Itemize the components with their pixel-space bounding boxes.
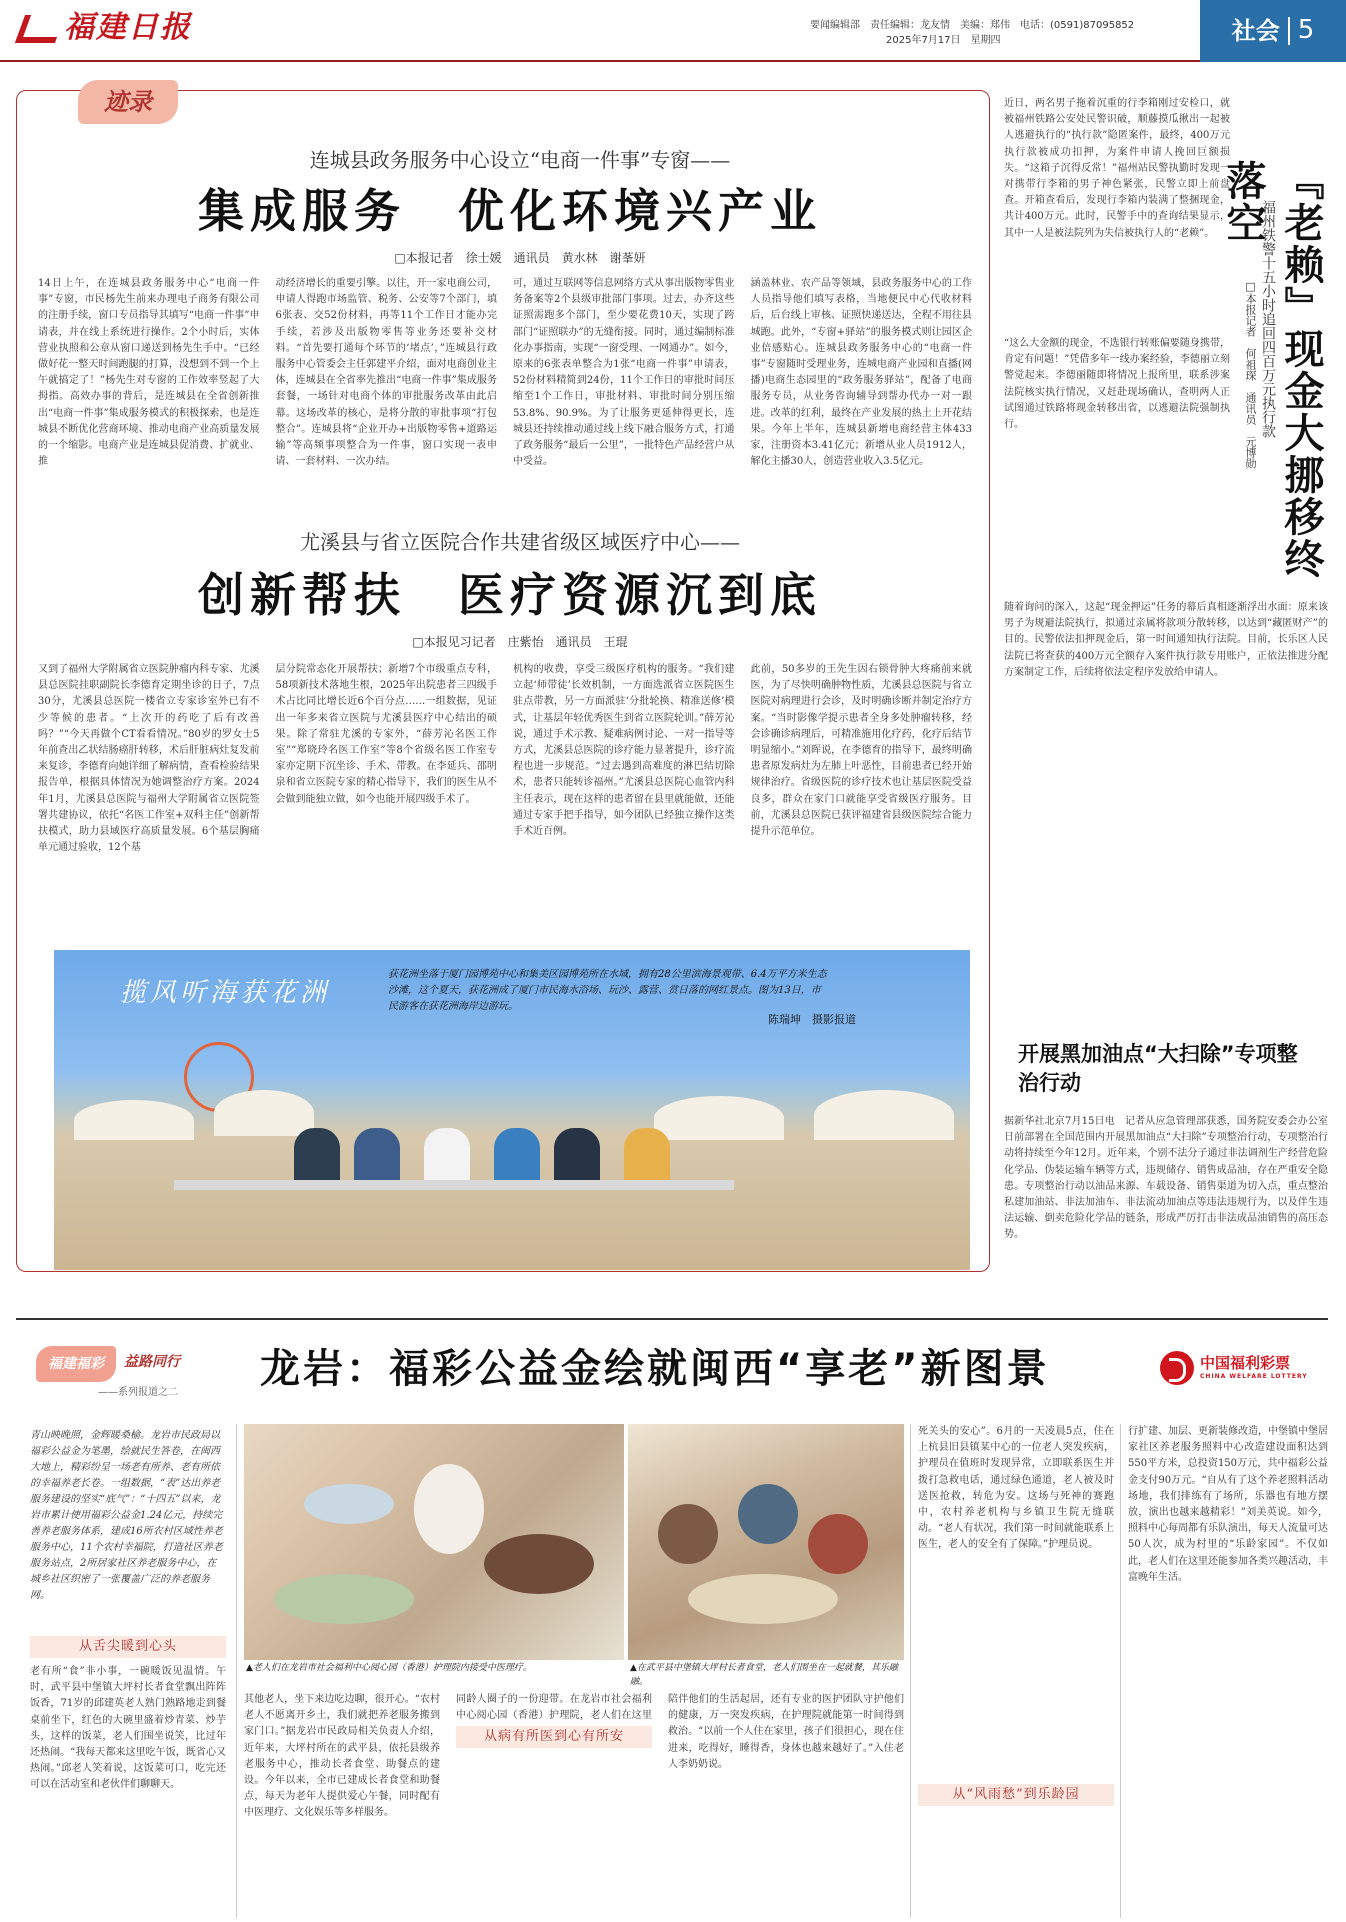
story1-col-4: 涵盖林业、农产品等领域，县政务服务中心的工作人员指导他们填写表格，当地便民中心代收材料后，后台线上审核、证照快递送达，全程不用往县城跑。此外，“专窗+驿站”的服务模式则让园区企业倍感贴心。连城县政务服务中心的“电商一件事”专窗随时受理业务，连城电商产业园和直播(网播)电商生态园里的“政务服务驿站”，配备了电商服务专员，从业务咨询辅导到帮办代办一对一跟进。改革的红利，最终在产业发展的热土上开花结果。今年上半年，连城县新增电商经营主体433家，注册资本3.41亿元；新增从业人员1912人，解化主播30人，创造营业收入3.5亿元。 xyxy=(750,278,972,468)
story2-col-2: 层分院常态化开展帮扶；新增7个市级重点专科，58项新技术落地生根，2025年出院患者三四级手术占比同比增长近6个百分点……一组数据，见证出一年多来省立医院与尤溪县医疗中心结出的硕果。除了常驻尤溪的专家外，“薛芳沁名医工作室”“郑晓玲名医工作室”等8个省级名医工作室专家亦定期下沉坐诊、手术、带教。在李延兵、邵明泉和省立医院专家的精心指导下，我们的医生从不会做到能独立做，如今也能开展四级手术了。 xyxy=(275,664,497,805)
story1-col-3: 可，通过互联网等信息网络方式从事出版物零售业务备案等2个县级审批部门事项。过去，办齐这些证照需跑多个部门，至少要花费10天，实现了跨部门“证照联办”的无缝衔接。同时，通过编制标准化办事指南，实现“一窗受理、一网通办”。如今，原来的6张表单整合为1张“电商一件事”申请表，52份材料精简到24份，11个工作日的审批时间压缩至1个工作日，审批材料、审批时间分别压缩53.8%、90.9%。为了让服务更延伸得更长，连城县还持续推动通过线上线下融合服务方式，打通了政务服务“最后一公里”，一批特色产品经营户从中受益。 xyxy=(513,278,735,468)
bottom-intro: 青山映晚照，金辉暖桑榆。龙岩市民政局以福彩公益金为笔墨，绘就民生答卷，在闽西大地上，精彩纷呈一场老有所养、老有所依的幸福养老长卷。一组数据，“表”达出养老服务建设的坚实“底气”：“十四五”以来，龙岩市累计使用福彩公益金1.24亿元，持续完善养老服务体系，建成16所农村区域性养老服务中心，11个农村幸福院，打造社区养老服务站点，2所居家社区养老服务中心，在城乡社区织密了一张覆盖广泛的养老服务网。 xyxy=(30,1430,223,1601)
photo-credit: 陈瑞坤 摄影报道 xyxy=(768,1013,856,1026)
story3-text-top: 近日，两名男子拖着沉重的行李箱刚过安检口，就被福州铁路公安处民警识破，顺藤摸瓜揪出一起被人逃避执行的“执行款”隐匿案件，最终，400万元执行款被成功扣押，为案件申请人挽回巨额损失。“这箱子沉得反常！”福州站民警执勤时发现一对携带行李箱的男子神色紧张，民警立即上前盘查。开箱查看后，发现行李箱内装满了整捆现金，共计400万元。此时，民警手中的查询结果显示，其中一人是被法院列为失信被执行人的“老赖”。 xyxy=(1004,98,1230,239)
bottom-text-col2: 其他老人，坐下来边吃边聊，很开心。“农村老人不愿离开乡土，我们就把养老服务搬到家门口。”据龙岩市民政局相关负责人介绍，近年来，大坪村所在的武平县，依托县级养老服务中心，推动长者食堂、助餐点的建设。今年以来，全市已建成长者食堂和助餐点，每天为老年人提供爱心午餐，同时配有中医理疗、文化娱乐等多样服务。 xyxy=(244,1694,440,1819)
side-story-headline[interactable]: 开展黑加油点“大扫除”专项整治行动 xyxy=(1018,1042,1298,1096)
editor-line: 要闻编辑部 责任编辑：龙友情 美编：郑伟 电话：(0591)87095852 xyxy=(810,20,1135,31)
bottom-text-col4: 陪伴他们的生活起居，还有专业的医护团队守护他们的健康，万一突发疾病，在护理院就能第一时间得到救治。“以前一个人住在家里，孩子们很担心，现在住进来，吃得好，睡得香，身体也越来越好了。”入住老人李奶奶说。 xyxy=(668,1694,904,1770)
subhead-3: 从“风雨愁”到乐龄园 xyxy=(918,1784,1114,1806)
bottom-text-col5: 死关头的安心”。6月的一天凌晨5点，住在上杭县旧县镇某中心的一位老人突发疾病，护理员在值班时发现异常，立即联系医生并拨打急救电话，通过绿色通道，老人被及时送医抢救，转危为安。这场与死神的赛跑中，农村养老机构与乡镇卫生院无缝联动。“老人有状况，我们第一时间就能联系上医生，老人的安全有了保障。”护理员说。 xyxy=(918,1426,1114,1551)
photo2-caption: ▲在武平县中堡镇大坪村长者食堂，老人们围坐在一起就餐，其乐融融。 xyxy=(630,1663,898,1687)
visitor-figure xyxy=(494,1128,540,1188)
section-rule xyxy=(16,1318,1328,1320)
story2-col-1: 又到了福州大学附属省立医院肿瘤内科专家、尤溪县总医院挂职副院长李德育定期坐诊的日子，7点30分，尤溪县总医院一楼省立专家诊室外已有不少等候的患者。“上次开的药吃了后有改善吗？”“今天再做个CT看看情况。”80岁的罗女士5年前查出乙状结肠癌肝转移，术后肝脏病灶复发前来复诊，李德育向她详细了解病情，查看检验结果报告单，根据具体情况为她调整治疗方案。2024年1月，尤溪县总医院与福州大学附属省立医院签署共建协议，依托“名医工作室+双科主任”创新帮扶模式，助力县域医疗高质量发展。6个基层胸痛单元通过验收，12个基 xyxy=(38,664,260,854)
welfare-lottery-text xyxy=(1200,1356,1308,1380)
section-name: 社会 xyxy=(1231,16,1280,45)
story2-col-3: 机构的收费，享受三级医疗机构的服务。“我们建立起‘师带徒’长效机制，一方面选派省立医院医生驻点带教，另一方面派驻‘分批轮换、精准送修’模式，让基层年轻优秀医生到省立医院轮训。”薛芳沁说，通过手术示教、疑难病例讨论、一对一指导等方式，尤溪县总医院的诊疗能力显著提升，诊疗流程也进一步规范。“过去遇到高难度的淋巴结切除术，患者只能转诊福州。”尤溪县总医院心血管内科主任表示，现在这样的患者留在县里就能做，还能通过专家手把手指导，如今团队已经独立操作这类手术近百例。 xyxy=(513,664,735,837)
story3-text-bottom: 随着询问的深入，这起“现金押运”任务的幕后真相逐渐浮出水面：原来该男子为规避法院执行，拟通过亲属将款项分散转移，以达到“藏匿财产”的目的。民警依法扣押现金后，第一时间通知执行法院。目前，长乐区人民法院已将查获的400万元全额存入案件执行款专用账户，正依法推进分配方案制定工作，后续将依法定程序发放给申请人。 xyxy=(1004,602,1328,678)
visitor-figure xyxy=(294,1128,340,1188)
welfare-lottery-english: CHINA WELFARE LOTTERY xyxy=(1200,1373,1308,1380)
side-story-text: 据新华社北京7月15日电 记者从应急管理部获悉，国务院安委会办公室日前部署在全国范围内开展黑加油点“大扫除”专项整治行动，专项整治行动将持续至今年12月。近年来，个别不法分子通过非法调剂生产经营危险化学品、伪装运输车辆等方式，违规储存、销售成品油，存在严重安全隐患。专项整治行动以油品来源、车载设备、销售渠道为切入点，重点整治私建加油站、非法加油车、非法流动加油点等违法违规行为，以及伴生违法运输、倒卖危险化学品的链条，形成严厉打击非法成品油销售的高压态势。 xyxy=(1004,1116,1328,1241)
series-tag: 福建福彩 xyxy=(36,1346,116,1382)
visitor-figure xyxy=(424,1128,470,1188)
bottom-text-col1: 老有所“食”非小事，一碗暖饭见温情。午时，武平县中堡镇大坪村长者食堂飘出阵阵饭香，71岁的邱建英老人熟门熟路地走到餐桌前坐下，红色的大碗里盛着炒青菜、炒芋头，这样的饭菜，老人们围坐说笑，比过年还热闹。“我每天都来这里吃午饭，既省心又热闹。”邱老人笑着说，这饭菜可口，吃完还可以在活动室和老伙伴们聊聊天。 xyxy=(30,1666,226,1791)
story2-col-4: 此前，50多岁的王先生因右锁骨肿大疼痛前来就医，为了尽快明确肿物性质，尤溪县总医院与省立医院对病理进行会诊，及时明确诊断并制定治疗方案。“当时影像学提示患者全身多处肿瘤转移，经会诊确诊病理后，可精准施用化疗药，化疗后结节明显缩小。”刘晖说，在李德育的指导下，最终明确患者原发病灶为左肺上叶恶性，目前患者已经开始规律治疗。省级医院的诊疗技术也让基层医院受益良多，群众在家门口就能享受省级医疗服务。目前，尤溪县总医院已获评福建省县级医院综合能力提升示范单位。 xyxy=(750,664,972,837)
story1-col-1: 14日上午，在连城县政务服务中心“电商一件事”专窗，市民杨先生前来办理电子商务有限公司的注册手续，窗口专员指导其填写“电商一件事”申请表，并在线上系统进行操作。2个小时后，实体营业执照和公章从窗口递送到杨先生手中。“已经做好花一整天时间跑腿的打算，没想到不到一个上午就搞定了！”杨先生对专窗的工作效率竖起了大拇指。高效办事的背后，是连城县在全省创新推出“电商一件事”集成服务模式的积极探索，也是连城县不断优化营商环境、推动电商产业高质量发展的一个缩影。电商产业是连城县促消费、扩就业、推 xyxy=(38,278,260,468)
photo-figure xyxy=(658,1504,718,1564)
masthead-info xyxy=(810,18,1200,48)
story2-headline[interactable]: 创新帮扶 医疗资源沉到底 xyxy=(198,568,822,622)
photo-figure xyxy=(738,1484,798,1544)
visitor-figure xyxy=(554,1128,600,1188)
story1-body xyxy=(38,276,972,490)
photo-figure xyxy=(414,1464,484,1554)
bottom-text-col3b xyxy=(456,1754,652,1916)
masthead xyxy=(0,0,1346,62)
umbrella-shape xyxy=(74,1100,194,1140)
welfare-lottery-icon xyxy=(1160,1351,1194,1385)
umbrella-shape xyxy=(214,1090,314,1136)
logo-text: 福建日报 xyxy=(64,10,192,45)
subhead-2: 从病有所医到心有所安 xyxy=(456,1726,652,1748)
page-number: 5 xyxy=(1297,15,1315,46)
umbrella-shape xyxy=(814,1090,954,1140)
visitor-figure xyxy=(354,1128,400,1188)
photo-figure xyxy=(304,1484,394,1524)
story3-subtitle: 福州铁警十五小时追回四百万元执行款 xyxy=(1260,200,1276,438)
column-badge: 迹录 xyxy=(78,80,178,124)
story2-body xyxy=(38,662,972,938)
visitor-figure xyxy=(624,1128,670,1188)
column-rule xyxy=(1120,1424,1121,1918)
story1-kicker: 连城县政务服务中心设立“电商一件事”专窗—— xyxy=(309,148,731,172)
section-tab[interactable] xyxy=(1200,0,1346,62)
photo-figure xyxy=(688,1574,838,1624)
photo-figure xyxy=(808,1514,868,1574)
photo-title: 揽风听海获花洲 xyxy=(120,978,331,1008)
section-divider xyxy=(1288,17,1290,45)
subhead-1: 从舌尖暖到心头 xyxy=(30,1636,226,1658)
story2-kicker: 尤溪县与省立医院合作共建省级区域医疗中心—— xyxy=(300,530,740,554)
photo-figure xyxy=(484,1534,594,1594)
bottom-text-col3: 同龄人圈子的一份迎带。在龙岩市社会福利中心阅心园（香港）护理院，老人们在这里 xyxy=(456,1694,652,1722)
bottom-headline[interactable]: 龙岩：福彩公益金绘就闽西“享老”新图景 xyxy=(260,1346,1050,1392)
umbrella-shape xyxy=(654,1096,784,1140)
story2-byline: □本报见习记者 庄紫怡 通讯员 王琨 xyxy=(412,635,628,649)
elderly-therapy-photo[interactable] xyxy=(244,1424,624,1660)
story3-headline[interactable]: 『老赖』现金大挪移终落空 xyxy=(1220,160,1324,580)
logo-mark-icon xyxy=(18,9,58,47)
elderly-dining-photo[interactable] xyxy=(628,1424,904,1660)
photo-figure xyxy=(274,1574,414,1624)
story3-text-mid: “这么大金额的现金，不选银行转账偏要随身携带，肯定有问题！”凭借多年一线办案经验，李德丽立刻警觉起来。李德丽随即将情况上报所里，联系涉案法院核实执行情况，又赶赴现场确认，查明两人正试图通过铁路将现金转移出省，以逃避法院强制执行。 xyxy=(1004,338,1230,430)
welfare-lottery-logo[interactable] xyxy=(1160,1348,1330,1388)
story1-col-2: 动经济增长的重要引擎。以往，开一家电商公司，申请人得跑市场监管、税务、公安等7个部门，填6张表、交52份材料，再等11个工作日才能办完手续，若涉及出版物零售等业务还要补交材料。“首先要打通每个环节的‘堵点’，”连城县行政服务中心管委会主任郭建平介绍，面对电商创业主体，连城县在全省率先推出“电商一件事”集成服务套餐，一场针对电商个体的审批服务改革由此启幕。这场改革的核心，是将分散的审批事项“打包整合”。连城县将“企业开办+出版物零售+道路运输”等高频事项整合为一件事，窗口实现一表申请、一套材料、一次办结。 xyxy=(275,278,497,468)
photo-caption: 获花洲坐落于厦门园博苑中心和集美区园博苑所在水域，拥有28公里滨海景观带、6.4万平方米生态沙滩，这个夏天，获花洲成了厦门市民海水浴场、玩沙、露营、赏日落的网红景点。图为13日，市民游客在获花洲海岸边游玩。 xyxy=(388,969,827,1012)
newspaper-logo[interactable] xyxy=(18,6,192,50)
series-badge xyxy=(28,1338,228,1408)
photo1-caption: ▲老人们在龙岩市社会福利中心阅心园（香港）护理院内接受中医理疗。 xyxy=(246,1663,532,1673)
series-tag-secondary: 益路同行 xyxy=(124,1354,180,1370)
bottom-text-col6: 行扩建、加层、更新装修改造，中堡镇中堡居家社区养老服务照料中心改造建设面积达到550平方米，总投资150万元，共中福彩公益金支付90万元。“自从有了这个养老照料活动场地，我们排练有了场所，乐器也有地方摆放，演出也越来越精彩！”刘美英说。如今，照料中心每周都有乐队演出，每天人流量可达50人次，成为村里的“乐龄家园”。不仅如此，老人们在这里还能参加各类兴趣活动，丰富晚年生活。 xyxy=(1128,1426,1328,1583)
story1-headline[interactable]: 集成服务 优化环境兴产业 xyxy=(198,184,822,238)
welfare-lottery-name: 中国福利彩票 xyxy=(1200,1354,1291,1372)
issue-date: 2025年7月17日 星期四 xyxy=(886,35,1001,46)
column-rule xyxy=(910,1424,911,1918)
column-rule xyxy=(236,1424,237,1918)
story3-byline: □本报记者 何祖琛 通讯员 元博勋 xyxy=(1244,280,1257,469)
story3-vertical-heading xyxy=(1220,160,1334,600)
railing-shape xyxy=(174,1180,734,1190)
series-subtitle: ——系列报道之二 xyxy=(98,1387,178,1398)
story1-byline: □本报记者 徐士媛 通讯员 黄水林 谢莑妍 xyxy=(394,251,646,265)
